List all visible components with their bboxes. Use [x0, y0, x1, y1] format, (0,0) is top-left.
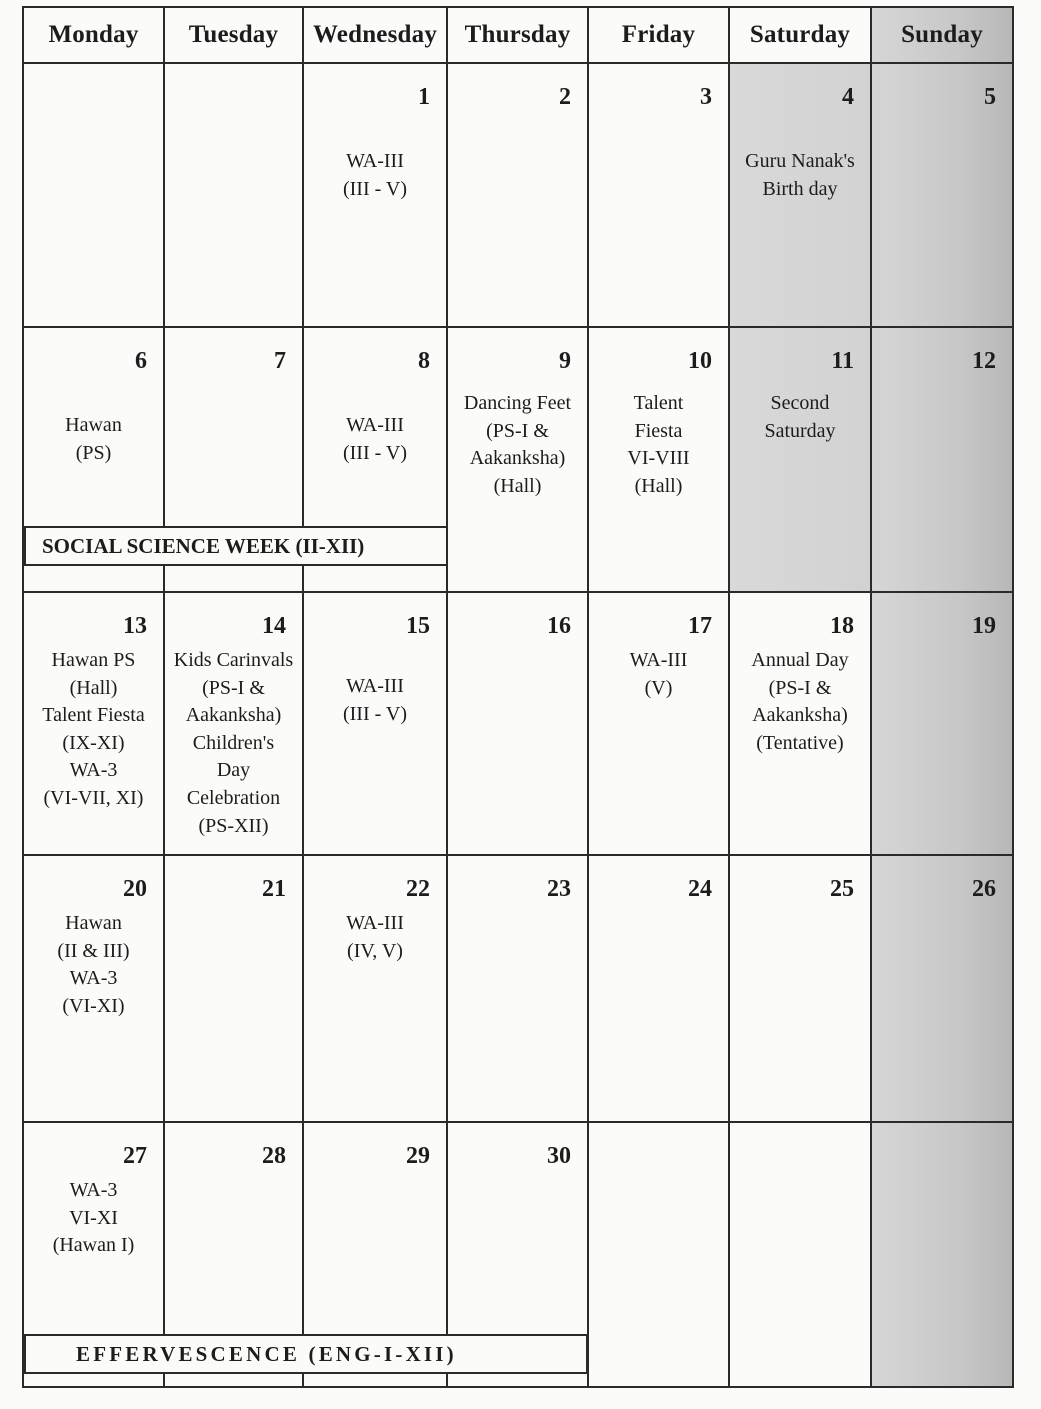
day-cell — [730, 856, 872, 1123]
day-cell — [448, 856, 589, 1123]
day-cell — [872, 328, 1012, 593]
day-header-sunday: Sunday — [872, 8, 1012, 64]
day-cell — [589, 1123, 730, 1386]
day-number: 21 — [262, 876, 286, 902]
day-number: 16 — [547, 613, 571, 639]
day-number: 23 — [547, 876, 571, 902]
day-number: 12 — [972, 348, 996, 374]
day-cell — [165, 856, 304, 1123]
day-cell — [24, 593, 165, 856]
day-number: 22 — [406, 876, 430, 902]
day-number: 30 — [547, 1143, 571, 1169]
day-number: 19 — [972, 613, 996, 639]
day-events: WA-III (V) — [629, 649, 688, 699]
effervescence-banner: EFFERVESCENCE (ENG-I-XII) — [24, 1334, 588, 1374]
day-cell — [730, 328, 872, 593]
day-number: 25 — [830, 876, 854, 902]
day-number: 28 — [262, 1143, 286, 1169]
day-cell — [589, 328, 730, 593]
day-cell — [872, 1123, 1012, 1386]
day-events: Second Saturday — [764, 392, 836, 442]
day-cell — [872, 64, 1012, 328]
day-cell — [448, 593, 589, 856]
day-cell — [165, 593, 304, 856]
day-header-thursday: Thursday — [448, 8, 589, 64]
day-number: 13 — [123, 613, 147, 639]
day-events: WA-III (III - V) — [342, 675, 408, 725]
day-cell — [24, 64, 165, 328]
social-science-week-banner: SOCIAL SCIENCE WEEK (II-XII) — [24, 526, 448, 566]
day-cell — [589, 593, 730, 856]
day-cell — [448, 64, 589, 328]
day-number: 1 — [418, 84, 430, 110]
day-number: 18 — [830, 613, 854, 639]
day-number: 10 — [688, 348, 712, 374]
day-cell — [304, 856, 448, 1123]
day-header-saturday: Saturday — [730, 8, 872, 64]
day-events: WA-3 VI-XI (Hawan I) — [52, 1179, 135, 1257]
day-cell — [589, 64, 730, 328]
day-number: 4 — [842, 84, 854, 110]
day-header-tuesday: Tuesday — [165, 8, 304, 64]
day-header-monday: Monday — [24, 8, 165, 64]
day-cell — [730, 593, 872, 856]
day-number: 20 — [123, 876, 147, 902]
day-number: 29 — [406, 1143, 430, 1169]
day-events: WA-III (III - V) — [342, 414, 408, 464]
day-events: Kids Carinvals (PS-I & Aakanksha) Children's Day Celebration (PS-XII) — [173, 649, 294, 837]
day-cell — [448, 328, 589, 593]
day-number: 24 — [688, 876, 712, 902]
day-number: 6 — [135, 348, 147, 374]
day-events: WA-III (IV, V) — [346, 912, 404, 962]
day-number: 15 — [406, 613, 430, 639]
day-number: 14 — [262, 613, 286, 639]
day-cell — [165, 64, 304, 328]
day-number: 26 — [972, 876, 996, 902]
day-number: 8 — [418, 348, 430, 374]
day-events: Annual Day (PS-I & Aakanksha) (Tentative) — [751, 649, 849, 754]
day-number: 27 — [123, 1143, 147, 1169]
day-events: Hawan (II & III) WA-3 (VI-XI) — [57, 912, 130, 1017]
day-cell — [304, 64, 448, 328]
day-cell — [872, 593, 1012, 856]
day-number: 7 — [274, 348, 286, 374]
day-number: 17 — [688, 613, 712, 639]
day-number: 3 — [700, 84, 712, 110]
day-header-wednesday: Wednesday — [304, 8, 448, 64]
day-cell — [24, 856, 165, 1123]
day-events: Dancing Feet (PS-I & Aakanksha) (Hall) — [463, 392, 572, 497]
day-header-friday: Friday — [589, 8, 730, 64]
day-events: Talent Fiesta VI-VIII (Hall) — [627, 392, 690, 497]
day-events: Guru Nanak's Birth day — [745, 150, 855, 200]
day-events: Hawan PS (Hall) Talent Fiesta (IX-XI) WA-3 (VI-VII, XI) — [42, 649, 145, 809]
day-number: 2 — [559, 84, 571, 110]
day-events: Hawan (PS) — [65, 414, 122, 464]
day-number: 5 — [984, 84, 996, 110]
day-cell — [304, 593, 448, 856]
day-events: WA-III (III - V) — [342, 150, 408, 200]
day-cell — [730, 1123, 872, 1386]
day-number: 9 — [559, 348, 571, 374]
day-cell — [730, 64, 872, 328]
day-cell — [589, 856, 730, 1123]
day-number: 11 — [831, 348, 854, 374]
day-cell — [872, 856, 1012, 1123]
calendar-grid — [22, 6, 1014, 1388]
